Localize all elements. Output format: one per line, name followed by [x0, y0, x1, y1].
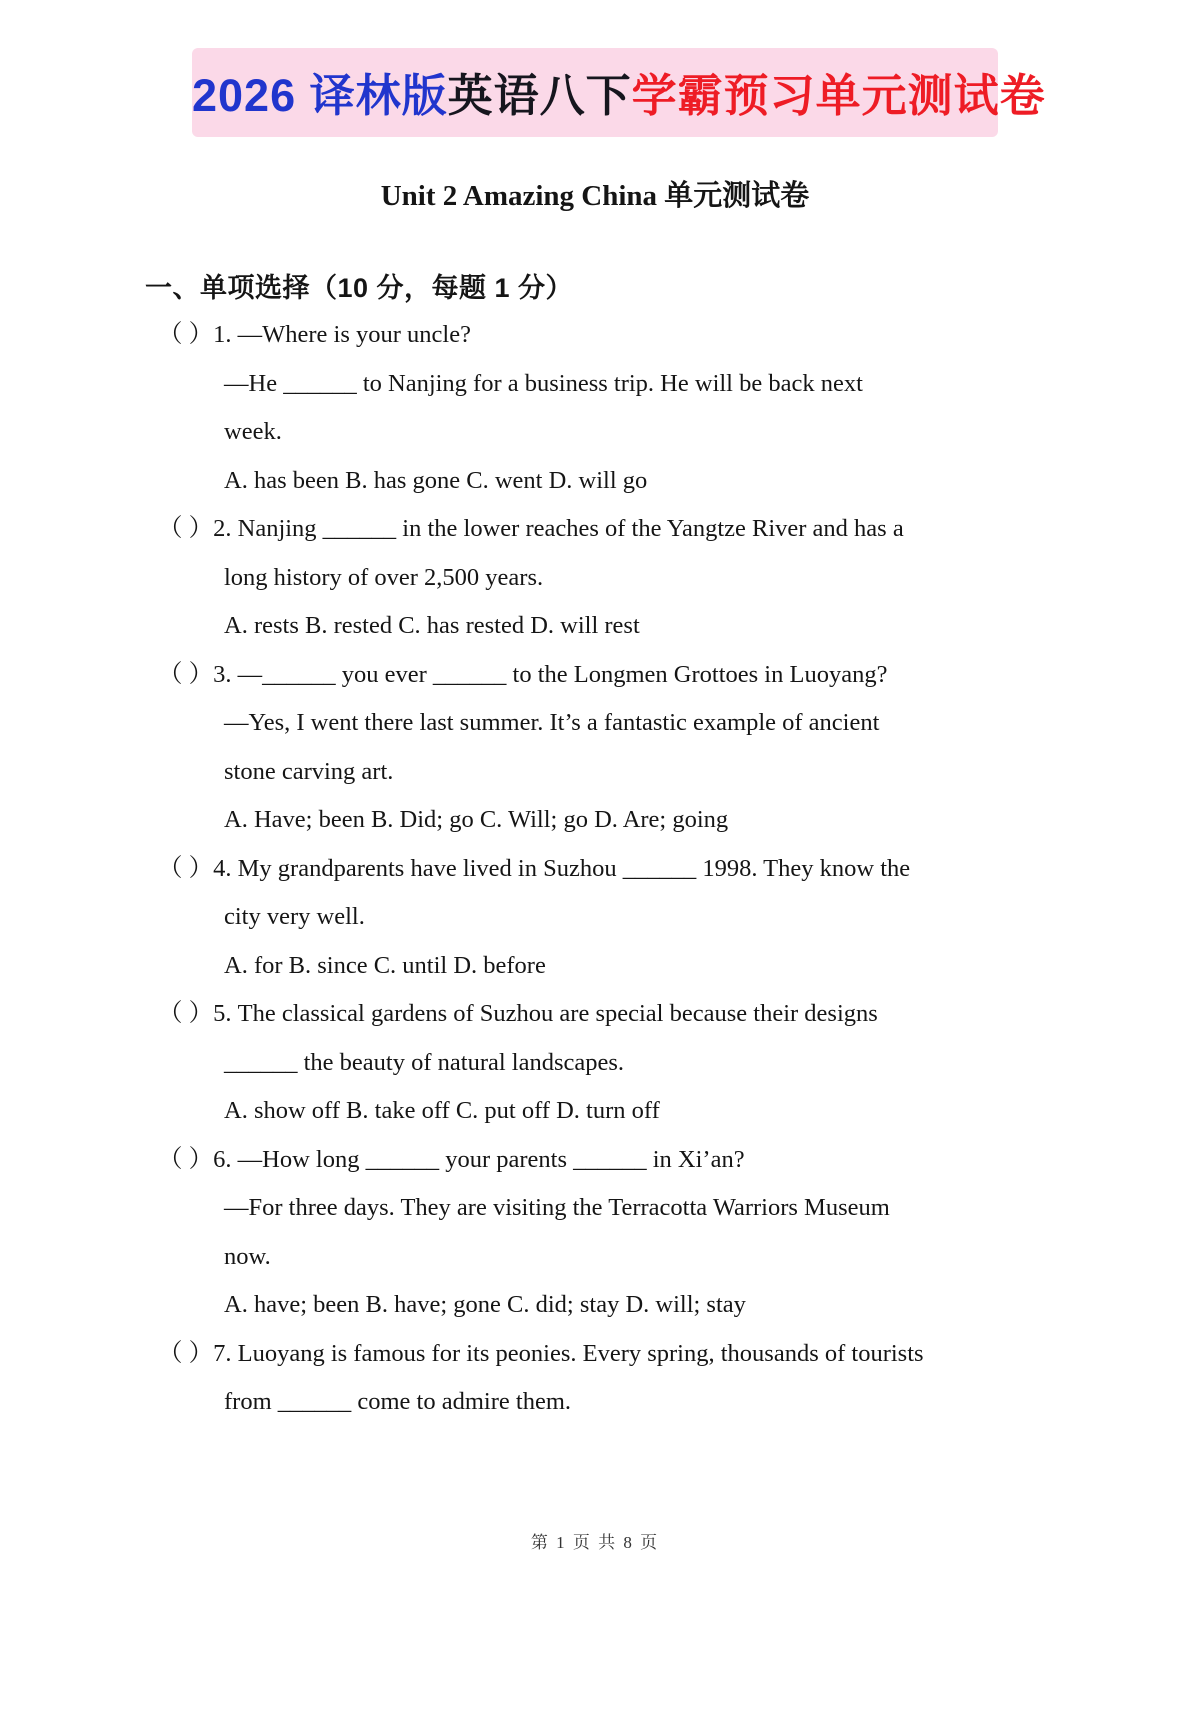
question-line: （ ）6. —How long ______ your parents ______ in Xi’an? — [158, 1145, 745, 1173]
question-options: A. have; been B. have; gone C. did; stay D. will; stay — [224, 1291, 746, 1318]
question-line: now. — [224, 1242, 271, 1270]
question-7 — [158, 1330, 1060, 1427]
question-5 — [158, 990, 1060, 1136]
header-banner — [192, 48, 1046, 137]
question-line: week. — [224, 418, 282, 445]
question-line: （ ）2. Nanjing ______ in the lower reaches of the Yangtze River and has a — [158, 515, 904, 542]
question-line: city very well. — [224, 903, 365, 930]
question-options: A. for B. since C. until D. before — [224, 951, 546, 979]
question-4 — [158, 845, 1060, 991]
question-line: （ ）1. —Where is your uncle? — [158, 321, 471, 348]
banner-edition-segment: 2026 译林版 — [192, 70, 448, 121]
question-line: ______ the beauty of natural landscapes. — [224, 1048, 625, 1076]
question-2 — [158, 505, 1060, 651]
question-line: （ ）5. The classical gardens of Suzhou are special because their designs — [158, 1000, 878, 1027]
page-number-footer: 第 1 页 共 8 页 — [530, 1533, 660, 1552]
test-paper-page — [0, 48, 1190, 1552]
question-list — [0, 309, 1190, 1427]
section-heading: 一、单项选择（10 分，每题 1 分） — [145, 273, 574, 303]
question-line: （ ）7. Luoyang is famous for its peonies. Every spring, thousands of tourists — [158, 1339, 924, 1367]
question-line: from ______ come to admire them. — [224, 1388, 571, 1415]
banner-title-segment: 学霸预习单元测试卷 — [631, 70, 1046, 121]
question-1 — [158, 311, 1060, 505]
question-line: long history of over 2,500 years. — [224, 563, 544, 591]
banner-subject-segment: 英语八下 — [447, 70, 632, 121]
question-options: A. has been B. has gone C. went D. will go — [224, 466, 648, 494]
question-line: —For three days. They are visiting the Terracotta Warriors Museum — [224, 1194, 890, 1221]
question-options: A. show off B. take off C. put off D. turn off — [224, 1097, 660, 1124]
question-line: —He ______ to Nanjing for a business trip. He will be back next — [224, 369, 863, 397]
question-6 — [158, 1136, 1060, 1330]
question-line: —Yes, I went there last summer. It’s a fantastic example of ancient — [224, 709, 880, 736]
question-line: （ ）3. —______ you ever ______ to the Longmen Grottoes in Luoyang? — [158, 660, 888, 688]
question-3 — [158, 651, 1060, 845]
paper-title: Unit 2 Amazing China 单元测试卷 — [380, 180, 810, 212]
question-options: A. Have; been B. Did; go C. Will; go D. Are; going — [224, 806, 729, 833]
question-line: （ ）4. My grandparents have lived in Suzhou ______ 1998. They know the — [158, 854, 911, 882]
question-line: stone carving art. — [224, 757, 394, 785]
question-options: A. rests B. rested C. has rested D. will rest — [224, 612, 640, 639]
